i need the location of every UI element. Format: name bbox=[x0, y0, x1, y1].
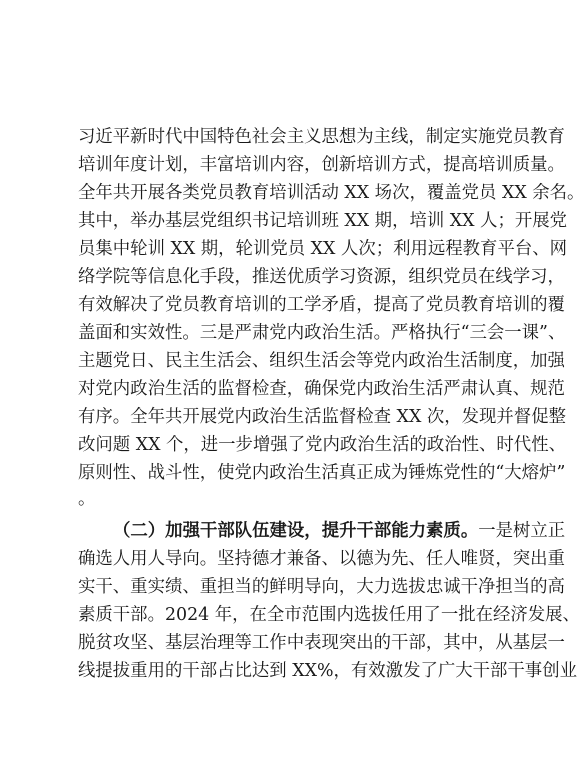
paragraph-line: 实干、重实绩、重担当的鲜明导向，大力选拔忠诚干净担当的高 bbox=[78, 577, 565, 597]
paragraph-line: 盖面和实效性。三是严肃党内政治生活。严格执行“三会一课”、 bbox=[78, 323, 566, 343]
section-heading-line bbox=[113, 520, 566, 542]
paragraph-line: 有序。全年共开展党内政治生活监督检查 XX 次，发现并督促整 bbox=[78, 407, 566, 427]
paragraph-line: 员集中轮训 XX 期，轮训党员 XX 人次；利用远程教育平台、网 bbox=[78, 239, 568, 259]
paragraph-line: 全年共开展各类党员教育培训活动 XX 场次，覆盖党员 XX 余名。 bbox=[78, 183, 585, 203]
paragraph-line: 确选人用人导向。坚持德才兼备、以德为先、任人唯贤，突出重 bbox=[78, 549, 565, 569]
paragraph-line: 习近平新时代中国特色社会主义思想为主线，制定实施党员教育 bbox=[78, 127, 565, 147]
paragraph-line: 络学院等信息化手段，推送优质学习资源，组织党员在线学习， bbox=[78, 267, 565, 287]
paragraph-line: 素质干部。2024 年，在全市范围内选拔任用了一批在经济发展、 bbox=[78, 605, 580, 625]
paragraph-line: 有效解决了党员教育培训的工学矛盾，提高了党员教育培训的覆 bbox=[78, 295, 565, 315]
paragraph-line: 培训年度计划，丰富培训内容，创新培训方式，提高培训质量。 bbox=[78, 155, 565, 175]
paragraph-line: 原则性、战斗性，使党内政治生活真正成为锤炼党性的“大熔炉” bbox=[78, 463, 566, 483]
paragraph-line: 线提拔重用的干部占比达到 XX%，有效激发了广大干部干事创业 bbox=[78, 661, 577, 681]
paragraph-line: 对党内政治生活的监督检查，确保党内政治生活严肃认真、规范 bbox=[78, 379, 565, 399]
paragraph-line: 其中，举办基层党组织书记培训班 XX 期，培训 XX 人；开展党 bbox=[78, 211, 568, 231]
paragraph-line: 脱贫攻坚、基层治理等工作中表现突出的干部，其中，从基层一 bbox=[78, 633, 565, 653]
paragraph-line: 改问题 XX 个，进一步增强了党内政治生活的政治性、时代性、 bbox=[78, 435, 566, 455]
section-heading-rest: 一是树立正 bbox=[478, 521, 566, 541]
paragraph-line: 主题党日、民主生活会、组织生活会等党内政治生活制度，加强 bbox=[78, 351, 565, 371]
section-heading: （二）加强干部队伍建设，提升干部能力素质。 bbox=[113, 521, 479, 541]
paragraph-line: 。 bbox=[78, 489, 96, 509]
